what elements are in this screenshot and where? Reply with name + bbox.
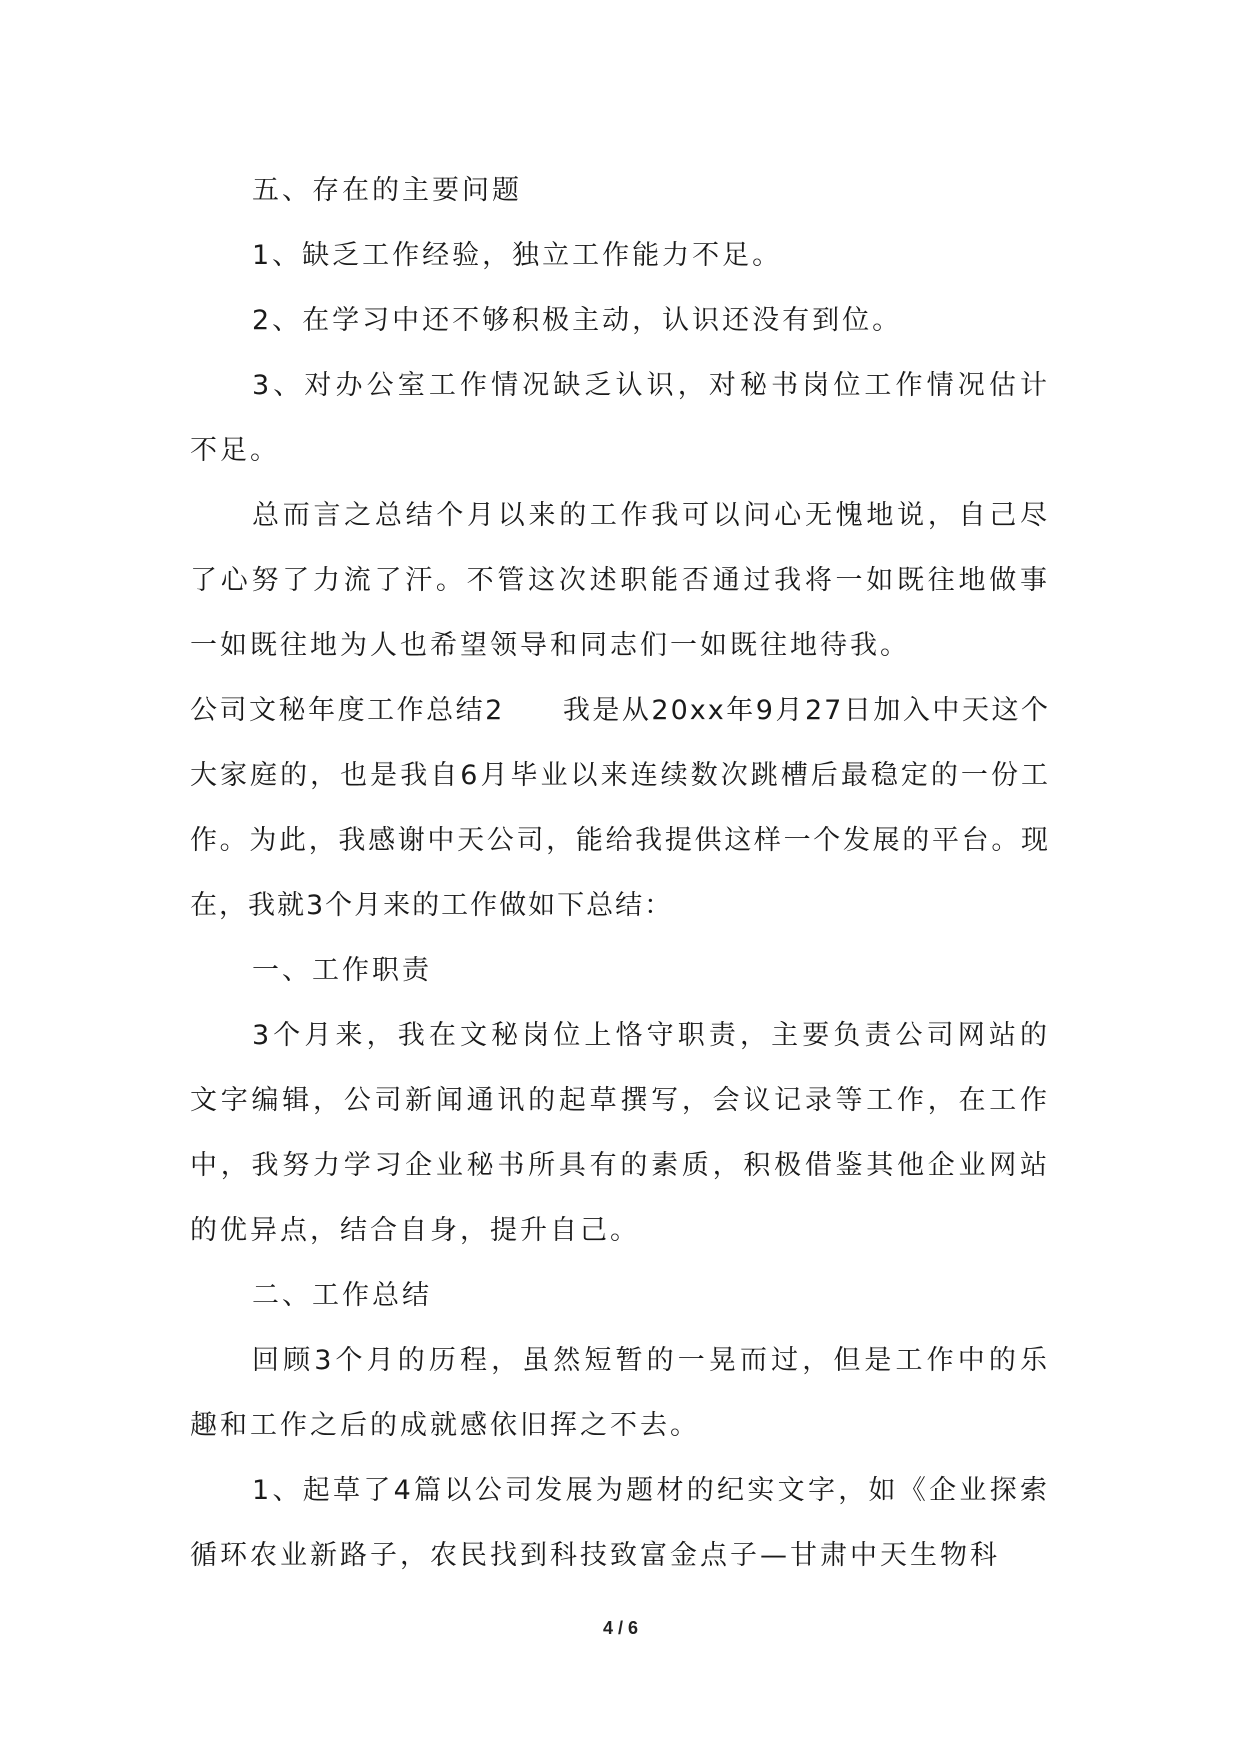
problem-item-1: 1、缺乏工作经验，独立工作能力不足。: [252, 240, 783, 271]
review-paragraph: 回顾3个月的历程，虽然短暂的一晃而过，但是工作中的乐趣和工作之后的成就感依旧挥之不去。: [190, 1345, 1050, 1441]
conclusion-paragraph: 总而言之总结个月以来的工作我可以问心无愧地说，自己尽了心努了力流了汗。不管这次述职能否通过我将一如既往地做事一如既往地为人也希望领导和同志们一如既往地待我。: [190, 500, 1050, 661]
section-intro: 我是从20xx年9月27日加入中天这个大家庭的，也是我自6月毕业以来连续数次跳槽后最稳定的一份工作。为此，我感谢中天公司，能给我提供这样一个发展的平台。现在，我就3个月来的工作做如下总结：: [190, 695, 1050, 921]
duties-paragraph: 3个月来，我在文秘岗位上恪守职责，主要负责公司网站的文字编辑，公司新闻通讯的起草撰写，会议记录等工作，在工作中，我努力学习企业秘书所具有的素质，积极借鉴其他企业网站的优异点，结合自身，提升自己。: [190, 1020, 1050, 1246]
page-number: 4 / 6: [602, 1618, 639, 1638]
heading-duties: 一、工作职责: [252, 955, 432, 986]
summary-item-1: 1、起草了4篇以公司发展为题材的纪实文字，如《企业探索循环农业新路子，农民找到科技致富金点子—甘肃中天生物科: [190, 1475, 1050, 1571]
heading-summary: 二、工作总结: [252, 1280, 432, 1311]
document-body: [190, 158, 1050, 1588]
problem-item-2: 2、在学习中还不够积极主动，认识还没有到位。: [252, 305, 903, 336]
section-title-paragraph: [190, 678, 1050, 938]
section-title: 公司文秘年度工作总结2: [190, 695, 505, 726]
heading-problems: 五、存在的主要问题: [252, 175, 522, 206]
problem-item-3: 3、对办公室工作情况缺乏认识，对秘书岗位工作情况估计不足。: [190, 370, 1050, 466]
